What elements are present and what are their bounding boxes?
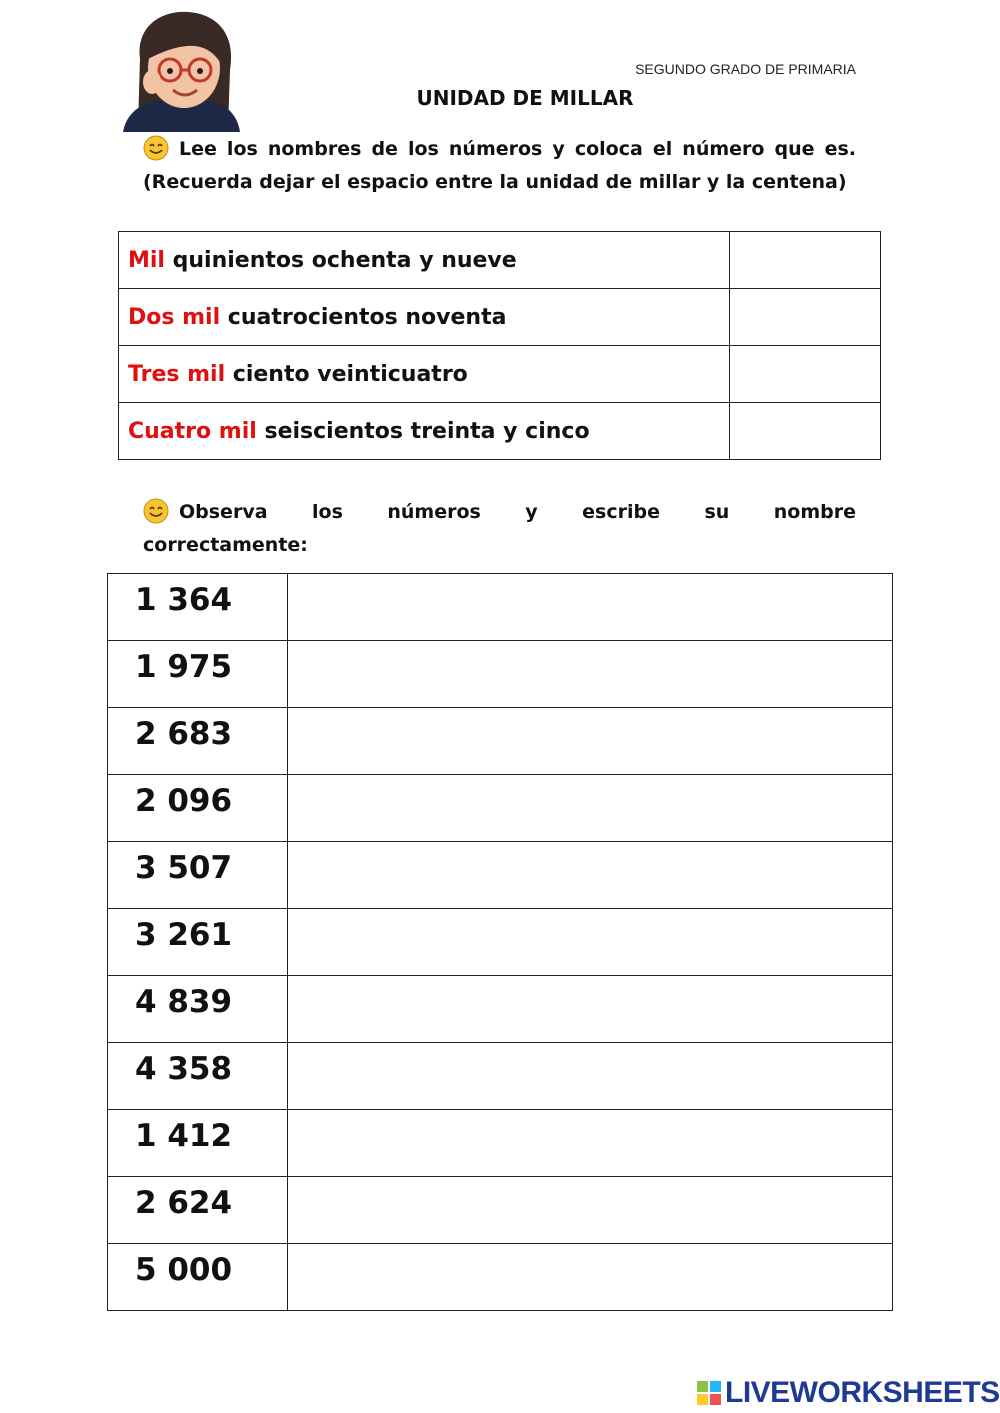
table-row (108, 1244, 893, 1311)
table-row (108, 909, 893, 976)
number-cell: 4 358 (108, 1043, 288, 1110)
number-cell: 1 364 (108, 574, 288, 641)
number-cell: 2 683 (108, 708, 288, 775)
write-cell[interactable] (287, 842, 892, 909)
number-cell: 1 412 (108, 1110, 288, 1177)
number-name-cell (119, 289, 730, 346)
rest-part: seiscientos treinta y cinco (256, 418, 590, 444)
write-cell[interactable] (287, 1244, 892, 1311)
number-cell: 5 000 (108, 1244, 288, 1311)
table-row (108, 842, 893, 909)
number-name-cell (119, 403, 730, 460)
table-row (119, 403, 881, 460)
answer-cell[interactable] (729, 289, 880, 346)
table-row (108, 1177, 893, 1244)
write-cell[interactable] (287, 909, 892, 976)
table-row (108, 641, 893, 708)
instruction-2-text: Observa los números y escribe su nombre correctamente: (143, 501, 856, 556)
number-cell: 4 839 (108, 976, 288, 1043)
instruction-2 (143, 496, 856, 562)
number-names-table (118, 231, 881, 460)
number-cell: 1 975 (108, 641, 288, 708)
instruction-1-text: Lee los nombres de los números y coloca el número que es. (Recuerda dejar el espacio entre la unidad de millar y la centena) (143, 138, 856, 193)
answer-cell[interactable] (729, 232, 880, 289)
liveworksheets-logo[interactable] (696, 1375, 1000, 1411)
number-cell: 2 624 (108, 1177, 288, 1244)
table-row (108, 574, 893, 641)
table-row (108, 775, 893, 842)
smiley-icon (143, 498, 169, 524)
answer-cell[interactable] (729, 403, 880, 460)
grade-label: SEGUNDO GRADO DE PRIMARIA (635, 61, 856, 77)
rest-part: ciento veinticuatro (225, 361, 468, 387)
table-row (108, 708, 893, 775)
write-cell[interactable] (287, 1110, 892, 1177)
rest-part: cuatrocientos noventa (220, 304, 507, 330)
instruction-1 (143, 133, 856, 199)
answer-cell[interactable] (729, 346, 880, 403)
write-cell[interactable] (287, 1043, 892, 1110)
thousands-part: Mil (128, 247, 165, 273)
number-name-cell (119, 232, 730, 289)
thousands-part: Dos mil (128, 304, 221, 330)
write-cell[interactable] (287, 574, 892, 641)
rest-part: quinientos ochenta y nueve (164, 247, 517, 273)
page-title: UNIDAD DE MILLAR (416, 86, 634, 110)
write-cell[interactable] (287, 976, 892, 1043)
thousands-part: Tres mil (128, 361, 226, 387)
smiley-icon (143, 135, 169, 161)
number-name-cell (119, 346, 730, 403)
liveworksheets-icon (696, 1380, 722, 1406)
thousands-part: Cuatro mil (128, 418, 257, 444)
table-row (108, 1043, 893, 1110)
table-row (108, 1110, 893, 1177)
teacher-avatar (118, 10, 248, 132)
write-cell[interactable] (287, 1177, 892, 1244)
table-row (108, 976, 893, 1043)
write-cell[interactable] (287, 775, 892, 842)
table-row (119, 232, 881, 289)
number-cell: 2 096 (108, 775, 288, 842)
numbers-table (107, 573, 893, 1311)
table-row (119, 346, 881, 403)
table-row (119, 289, 881, 346)
number-cell: 3 261 (108, 909, 288, 976)
number-cell: 3 507 (108, 842, 288, 909)
write-cell[interactable] (287, 641, 892, 708)
brand-name: LIVEWORKSHEETS (725, 1376, 1000, 1409)
write-cell[interactable] (287, 708, 892, 775)
